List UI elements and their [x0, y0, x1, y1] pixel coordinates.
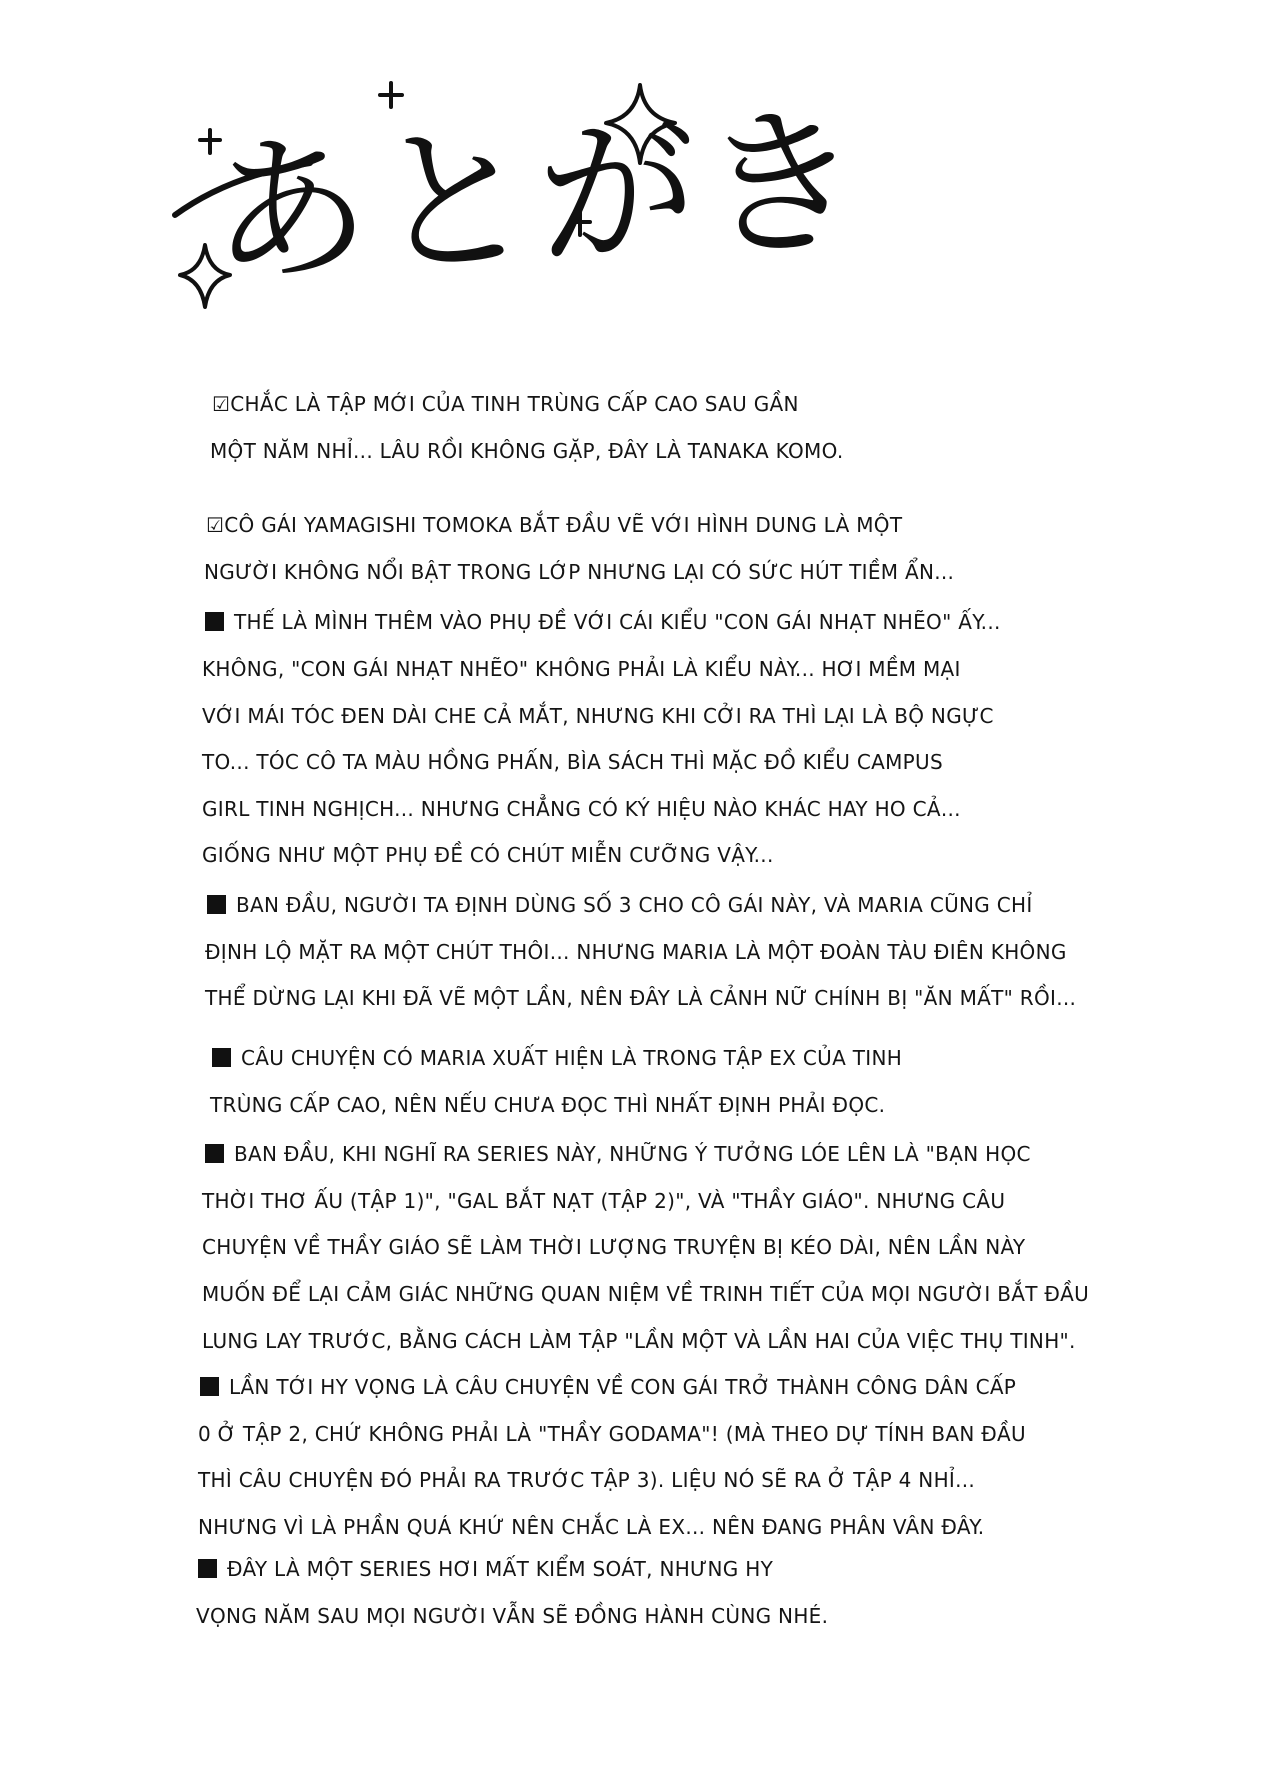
text-line: TO... TÓC CÔ TA MÀU HỒNG PHẤN, BÌA SÁCH THÌ MẶC ĐỒ KIỂU CAMPUS [202, 750, 943, 774]
text-line: 0 Ở TẬP 2, CHỨ KHÔNG PHẢI LÀ "THẦY GODAMA"! (MÀ THEO DỰ TÍNH BAN ĐẦU [198, 1422, 1026, 1446]
text-line: THẾ LÀ MÌNH THÊM VÀO PHỤ ĐỀ VỚI CÁI KIỂU "CON GÁI NHẠT NHẼO" ẤY... [205, 610, 1001, 634]
text-line: LẦN TỚI HY VỌNG LÀ CÂU CHUYỆN VỀ CON GÁI TRỞ THÀNH CÔNG DÂN CẤP [200, 1375, 1016, 1399]
text-line: THÌ CÂU CHUYỆN ĐÓ PHẢI RA TRƯỚC TẬP 3). LIỆU NÓ SẼ RA Ở TẬP 4 NHỈ... [198, 1468, 976, 1492]
text-line: NHƯNG VÌ LÀ PHẦN QUÁ KHỨ NÊN CHẮC LÀ EX... NÊN ĐANG PHÂN VÂN ĐÂY. [198, 1515, 985, 1539]
bullet-square-icon [205, 612, 224, 631]
text-line: ĐỊNH LỘ MẶT RA MỘT CHÚT THÔI... NHƯNG MARIA LÀ MỘT ĐOÀN TÀU ĐIÊN KHÔNG [205, 940, 1067, 964]
text-line: CHUYỆN VỀ THẦY GIÁO SẼ LÀM THỜI LƯỢNG TRUYỆN BỊ KÉO DÀI, NÊN LẦN NÀY [202, 1235, 1026, 1259]
text-line: ĐÂY LÀ MỘT SERIES HƠI MẤT KIỂM SOÁT, NHƯNG HY [198, 1557, 773, 1581]
text-line: THỜI THƠ ẤU (TẬP 1)", "GAL BẮT NẠT (TẬP 2)", VÀ "THẦY GIÁO". NHƯNG CÂU [202, 1189, 1006, 1213]
plus-sparkle-icon [380, 83, 402, 107]
text-line: CÂU CHUYỆN CÓ MARIA XUẤT HIỆN LÀ TRONG TẬP EX CỦA TINH [212, 1046, 902, 1070]
text-line: MỘT NĂM NHỈ... LÂU RỒI KHÔNG GẶP, ĐÂY LÀ TANAKA KOMO. [210, 439, 844, 463]
text-line: MUỐN ĐỂ LẠI CẢM GIÁC NHỮNG QUAN NIỆM VỀ TRINH TIẾT CỦA MỌI NGƯỜI BẮT ĐẦU [202, 1282, 1090, 1306]
text-line: BAN ĐẦU, KHI NGHĨ RA SERIES NÀY, NHỮNG Ý TƯỞNG LÓE LÊN LÀ "BẠN HỌC [205, 1142, 1031, 1166]
text-line: LUNG LAY TRƯỚC, BẰNG CÁCH LÀM TẬP "LẦN MỘT VÀ LẦN HAI CỦA VIỆC THỤ TINH". [202, 1329, 1076, 1353]
text-line: GIRL TINH NGHỊCH... NHƯNG CHẲNG CÓ KÝ HIỆU NÀO KHÁC HAY HO CẢ... [202, 797, 961, 821]
bullet-square-icon [212, 1048, 231, 1067]
text-line: GIỐNG NHƯ MỘT PHỤ ĐỀ CÓ CHÚT MIỄN CƯỠNG VẬY... [202, 843, 774, 867]
text-line: THỂ DỪNG LẠI KHI ĐÃ VẼ MỘT LẦN, NÊN ĐÂY LÀ CẢNH NỮ CHÍNH BỊ "ĂN MẤT" RỒI... [205, 986, 1077, 1010]
text-line: NGƯỜI KHÔNG NỔI BẬT TRONG LỚP NHƯNG LẠI CÓ SỨC HÚT TIỀM ẨN... [204, 560, 955, 584]
text-line: VỚI MÁI TÓC ĐEN DÀI CHE CẢ MẮT, NHƯNG KHI CỞI RA THÌ LẠI LÀ BỘ NGỰC [202, 704, 994, 728]
bullet-square-icon [205, 1144, 224, 1163]
text-line: BAN ĐẦU, NGƯỜI TA ĐỊNH DÙNG SỐ 3 CHO CÔ GÁI NÀY, VÀ MARIA CŨNG CHỈ [207, 893, 1033, 917]
text-line: TRÙNG CẤP CAO, NÊN NẾU CHƯA ĐỌC THÌ NHẤT ĐỊNH PHẢI ĐỌC. [210, 1093, 886, 1117]
text-line: ☑CHẮC LÀ TẬP MỚI CỦA TINH TRÙNG CẤP CAO SAU GẦN [212, 392, 799, 416]
text-line: ☑CÔ GÁI YAMAGISHI TOMOKA BẮT ĐẦU VẼ VỚI HÌNH DUNG LÀ MỘT [206, 513, 903, 537]
text-line: VỌNG NĂM SAU MỌI NGƯỜI VẪN SẼ ĐỒNG HÀNH CÙNG NHÉ. [196, 1604, 829, 1628]
text-line: KHÔNG, "CON GÁI NHẠT NHẼO" KHÔNG PHẢI LÀ KIỂU NÀY... HƠI MỀM MẠI [202, 657, 961, 681]
page-title: あとがき [205, 86, 870, 308]
bullet-square-icon [207, 895, 226, 914]
bullet-square-icon [198, 1559, 217, 1578]
bullet-square-icon [200, 1377, 219, 1396]
